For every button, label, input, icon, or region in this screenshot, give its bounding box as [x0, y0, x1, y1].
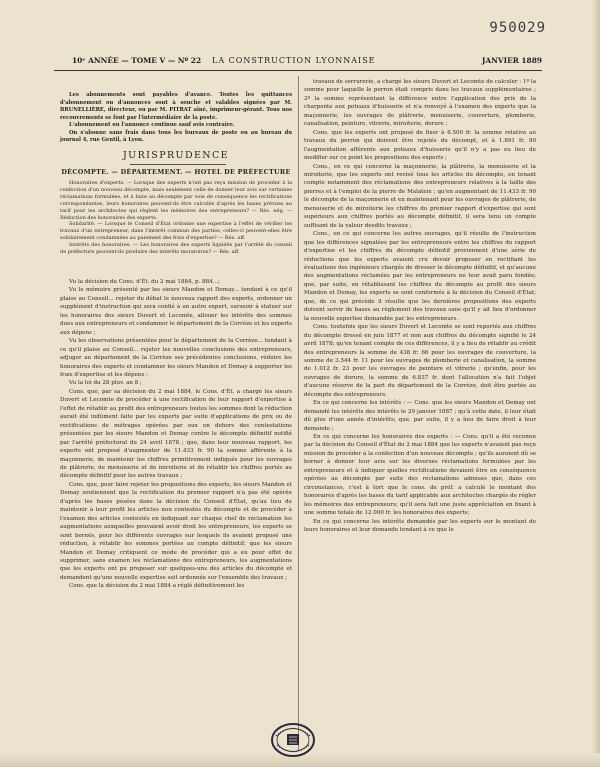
subscription-notice [60, 92, 292, 145]
summary-paragraph: Solidarité. — Lorsque le Conseil d'État ordonne une expertise à l'effet de vérifier les travaux d'un entrepreneur, dans l'intérêt commun des parties, celles-ci peuvent-elles être solidairement condamnées au paiement des frais d'expertise? — Rés. aff. [60, 221, 292, 242]
body-paragraph: Cons., en ce qui concerne les autres ouvrages, qu'il résulte de l'instruction que les différences signalées par les entrepreneurs entre les chiffres du rapport d'expertise et les chiffres du décompte définitif proviennent d'une série de réductions que les experts avaient cru devoir proposer en rectifiant les évaluations des ingénieurs chargés de dresser le décompte définitif, et qu'aucune des augmentations réclamées par les entrepreneurs ne leur avait paru fondée; que, par suite, en rétablissant les chiffres du décompte au profit des sieurs Mandon et Demay, les experts se sont conformés à la décision du Conseil d'État; que, de ce qui précède il résulte que les dernières propositions des experts doivent servir de bases au règlement des travaux sans qu'il y ait lieu d'ordonner la nouvelle expertise demandée par les entrepreneurs. [304, 231, 536, 322]
issue-date: JANVIER 1889 [481, 56, 542, 65]
body-paragraph: Cons. que, pour faire rejeter les propositions des experts, les sieurs Mandon et Demay soutiennent que la rectification du premier rapport n'a pas été opérée d'après les bases posées dans la décision du Conseil d'État, qu'au lieu de maintenir à leur profit les articles non contestés du décompte et de procéder à l'examen des articles contestés en indiquant sur chaque chef de réclamation les augmentations auxquelles pouvaient avoir droit les entrepreneurs, les experts se sont bornés, pour les différents ouvrages sur lesquels ils avaient proposé une réduction, à rétablir les sommes portées au compte définitif; que les sieurs Mandon et Demay critiquent ce mode de procéder qui a eu pour effet de supprimer, sans examen les réclamations des entrepreneurs, les augmentations que les experts ont pu proposer sur quelques-uns des articles du décompte et demandent qu'une nouvelle expertise soit ordonnée sur l'ensemble des travaux ; [60, 481, 292, 581]
inventory-stamp-number: 950029 [489, 20, 546, 36]
body-paragraph: Vu le mémoire présenté par les sieurs Mandon et Demay... tendant à ce qu'il plaise au Conseil... rejeter du débat le nouveau rapport des experts, ordonner un supplément d'instruction qui sera confié à un autre expert, surseoir à statuer sur les honoraires des sieurs Duvert et Lecomte, allouer les intérêts des sommes dues aux entrepreneurs et condamner le département de la Corrèze et les experts aux dépens ; [60, 287, 292, 336]
journal-title: LA CONSTRUCTION LYONNAISE [212, 56, 376, 65]
body-paragraph: travaux de serrurerie, a chargé les sieurs Duvert et Lecomte de calculer : 1º la somme pour laquelle le perron était compris dans les travaux supplémentaires ; 2º la somme représentant la différence entre l'application des prix de la charpente aux poteaux d'huisserie et n'a renvoyé à l'examen des experts que la maçonnerie, les ouvrages de plâtrerie, menuiserie, couverture, plomberie, canalisation, peinture, vitrerie, miroiterie, dorure ; [304, 79, 536, 128]
body-paragraph: Cons., en ce qui concerne la maçonnerie, la plâtrerie, la menuiserie et la miroiterie, que les experts ont revisé tous les articles du décompte, en tenant compte notamment des réclamations des entrepreneurs relatives à la taille des pierres et à l'emploi de la pierre de Malateix ; qu'en augmentant de 11.433 fr. 90 le décompte de la maçonnerie et en maintenant pour les ouvrages de plâtrerie, de menuiserie et de miroiterie les chiffres du premier rapport d'expertise qui sont supérieurs aux chiffres portés au décompte définitif, il sera tenu un compte suffisant de la valeur desdits travaux ; [304, 163, 536, 229]
body-paragraph: Vu la décision du Cons. d'Ét. du 2 mai 1884, p. 884...; [69, 279, 220, 285]
section-heading-rule [130, 164, 226, 165]
notice-paragraph: Les abonnements sont payables d'avance. Toutes les quittances d'abonnement ou d'annonces sont à souche et valables signées par M. BRUNELLIÈRE, directeur, ou par M. PITRAT aîné, imprimeur-gérant. Tous nos recouvrements se font par l'intermédiaire de la poste. [60, 92, 292, 121]
body-paragraph: En ce qui concerne les intérêts : — Cons. que les sieurs Mandon et Demay ont demandé les intérêts des intérêts le 29 janvier 1887 ; qu'à cette date, il leur était dû plus d'une année d'intérêts; que, par suite, il y a lieu de faire droit à leur demande ; [304, 400, 536, 432]
left-column-body [60, 278, 292, 753]
body-paragraph: Cons. que les experts ont proposé de fixer à 6.500 fr. la somme relative au travaux du perron qui doivent être rejetés du décompt, et à 1.891 fr. 80 l'augmentation afférente aux poteaux d'huisserie qu'il n'y a pas eu lieu de modifier sur ce point les propositions des experts ; [304, 129, 536, 162]
notice-paragraph: L'abonnement ou l'annonce continue sauf avis contraire. [69, 122, 235, 128]
notice-paragraph: On s'abonne sans frais dans tous les bureaux de poste ou au bureau du journal 4, rue Gentil, à Lyon. [60, 129, 292, 143]
body-paragraph: Vu la loi du 28 pluv. an 8 ; [69, 380, 142, 387]
header-rule [54, 70, 542, 71]
running-header [72, 56, 542, 68]
body-paragraph: Vu les observations présentées pour le département de la Corrèze... tendant à ce qu'il plaise au Conseil... rejeter les nouvelles conclusions des entrepreneurs, adjuger au département de la Corrèze ses précédentes conclusions, réduire les honoraires des experts et condamner les sieurs Mandon et Demay à supporter les frais d'expertise et les dépens ; [60, 338, 292, 378]
column-divider [298, 76, 299, 751]
issue-volume: 10ᵉ ANNÉE — TOME V — Nº 22 [72, 56, 202, 65]
summary-paragraph: Honoraires d'experts. — Lorsque des experts n'ont pas reçu mission de procéder à la confection d'un nouveau décompte, mais seulement celle de donner leur avis sur certaines réclamations formulées, et à faire au décompte par voie de conséquence les rectifications correspondantes, leurs honoraires peuvent-ils être calculés d'après les bases prévues au tarif pour les architectes qui règlent les mémoires des entrepreneurs? — Rés. nég. — Réduction des honoraires des experts. [60, 180, 292, 221]
section-heading: JURISPRUDENCE [122, 150, 230, 161]
library-seal-stamp [270, 722, 316, 758]
right-column-body [304, 78, 536, 753]
body-paragraph: Cons. toutefois que les sieurs Duvert et Lecomte se sont reportés aux chiffres du décompte dressé en juin 1877 et non aux chiffres du décompte signifié le 24 avril 1878; qu'en tenant compte de ces différences, il y a lieu de rétablir au crédit des entrepreneurs la somme de 438 fr. 66 pour les ouvrages de couverture, la somme de 3.544 fr. 11 pour les ouvrages de plomberie et canalisation, la somme de 1.012 fr. 23 pour les ouvrages de peinture et vitrerie ; qu'enfin, pour les ouvrages de dorure, la somme de 6.837 fr. dont l'allocation n'a fait l'objet d'aucune réserve de la part du département de la Corrèze, doit être portée au décompte des entrepreneurs. [304, 324, 536, 398]
case-subtitle: DÉCOMPTE. — DÉPARTEMENT. — HOTEL DE PRÉFECTURE [61, 168, 291, 176]
body-paragraph: Cons. que, par sa décision du 2 mai 1884, le Cons. d'Ét. a chargé les sieurs Duvert et Lecomte de procéder à une rectification de leur rapport d'expertise à l'effet de rétablir au profit des entrepreneurs toutes les sommes dont la réduction aurait été indûment faite par les experts par suite d'applications de prix ou de rectifications de métrages opérées par eux en dehors des contestations présentées par les sieurs Mandon et Demay contre le décompte définitif notifié par l'arrêté préfectoral du 24 avril 1878 ; que, dans leur nouveau rapport, les experts ont proposé d'augmenter de 11.433 fr. 90 la somme afférente à la maçonnerie, de maintenir les chiffres primitivement indiqués pour les ouvrages de plâtrerie, de menuiserie et de miroiterie et de rétablir les chiffres portés au décompte définitif pour les autres travaux ; [60, 388, 292, 480]
summary-paragraph: Intérêts des honoraires. — Les honoraires des experts liquidés par l'arrêté du conseil de préfecture peuvent-ils produire des intérêts moratoires? — Rés. aff. [60, 242, 292, 256]
body-paragraph: En ce qui concerne les intérêts demandés par les experts sur le montant de leurs honoraires et leur demande tendant à ce que le [304, 518, 536, 534]
body-paragraph: Cons. que la décision du 2 mai 1884 a réglé définitivement les [69, 583, 245, 590]
page-edge-shadow [592, 0, 600, 767]
case-summary [60, 180, 292, 256]
body-paragraph: En ce qui concerne les honoraires des experts : — Cons. qu'il a été reconnu par la décision du Conseil d'État du 2 mai 1884 que les experts n'avaient pas reçu mission de procéder à la confection d'un nouveau décompte ; qu'ils auraient dû se borner à donner leur avis sur les diverses réclamations formulées par les entrepreneurs et à indiquer quelles rectifications devaient être en conséquence opérées au décompte par suite des réclamations admises que, dans ces circonstances, c'est à tort que le cons. de préf. a calculé le montant des honoraires d'après les bases du tarif applicable aux architectes chargés de régler les mémoires des entrepreneurs; qu'il sera fait une juste appréciation en fixant à une somme totale de 12.000 fr. les honoraires des experts; [304, 434, 536, 517]
